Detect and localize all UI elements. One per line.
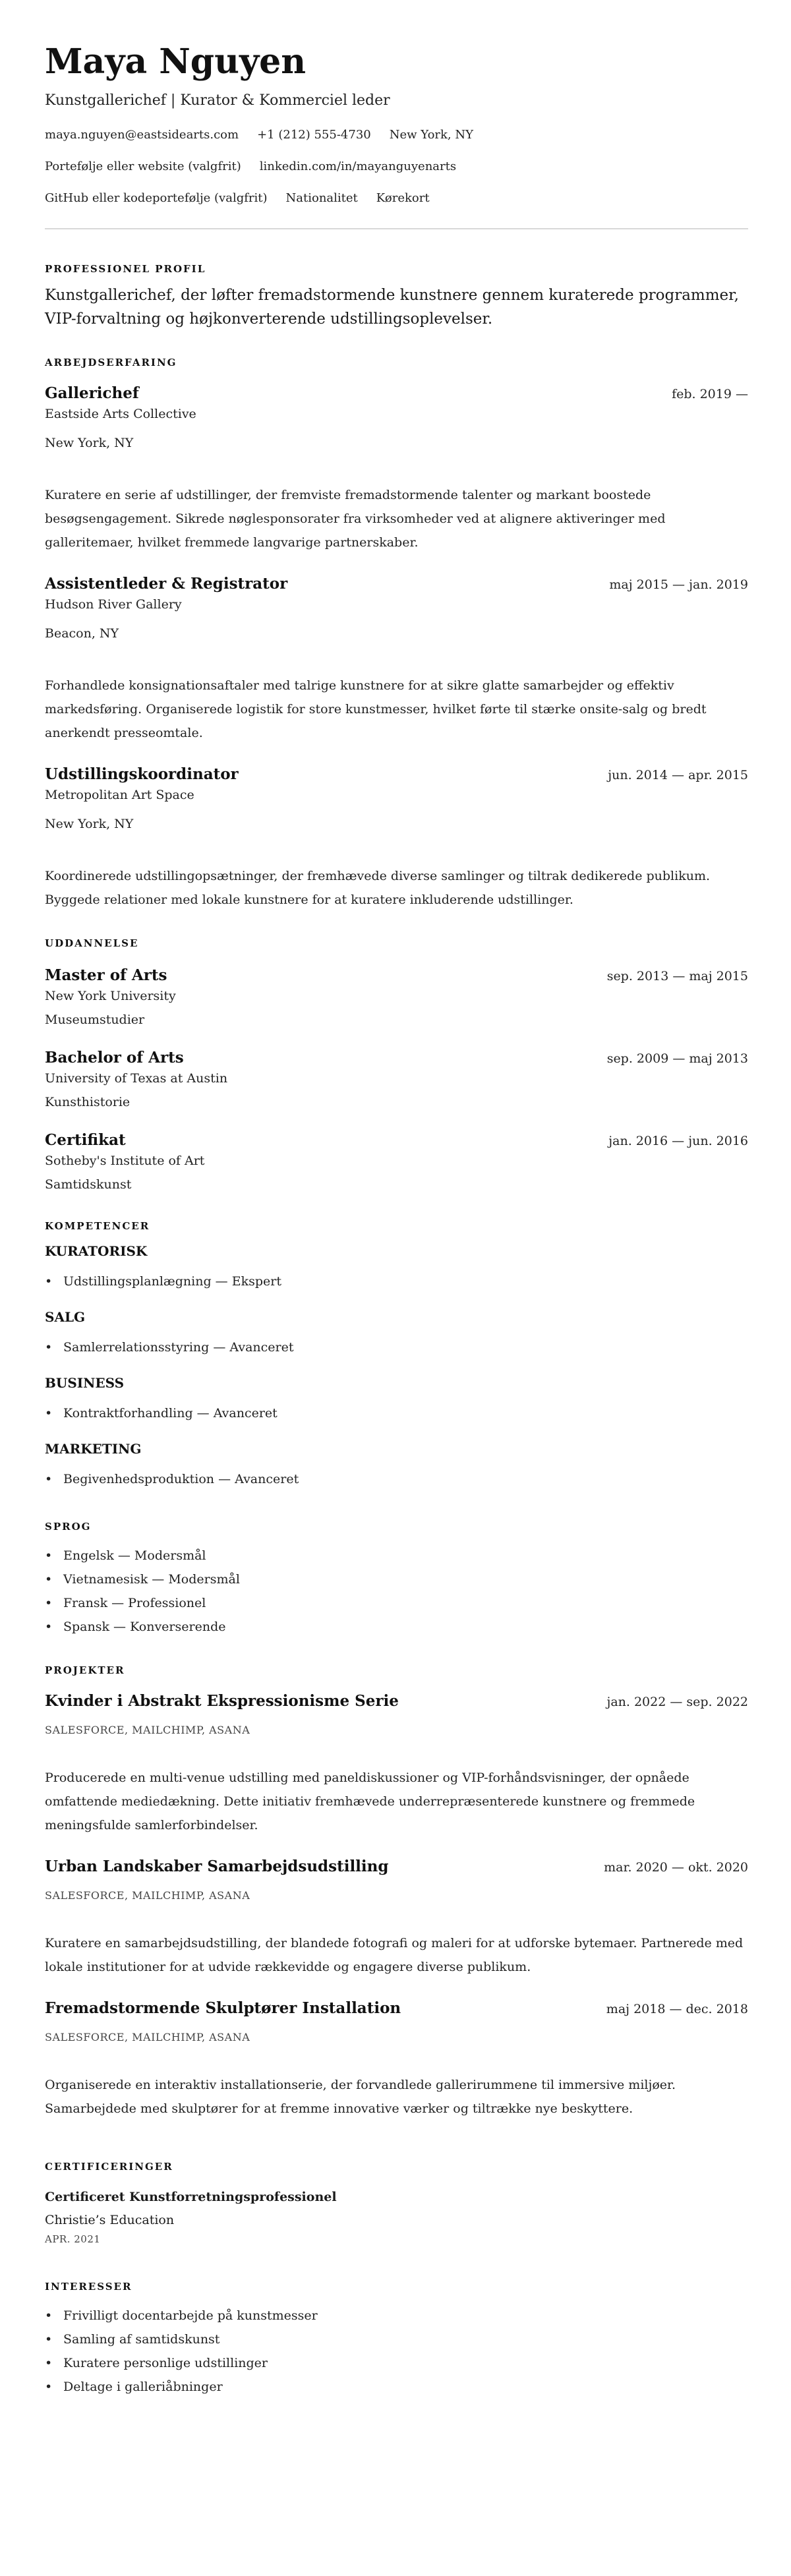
skill-category: KURATORISK — [45, 1243, 148, 1259]
education-header — [45, 1130, 748, 1151]
job-company: Metropolitan Art Space — [45, 788, 194, 802]
contact-email[interactable]: maya.nguyen@eastsidearts.com — [45, 128, 239, 142]
languages-list — [45, 1544, 748, 1639]
interest-item: • Samling af samtidskunst — [45, 2327, 748, 2351]
job-dates: feb. 2019 — — [672, 387, 748, 401]
skill-group — [45, 1308, 748, 1359]
job-description: Kuratere en serie af udstillinger, der fremviste fremadstormende talenter og markant boostede besøgsengagement. Sikrede nøglesponsorater fra virksomheder ved at alignere aktiveringer med galleritemaer, hvilket fremmede langvarige partnerskaber. — [45, 488, 666, 550]
contact-row — [45, 190, 748, 207]
project-header — [45, 1999, 748, 2019]
skill-category: BUSINESS — [45, 1375, 125, 1391]
project-description: Kuratere en samarbejdsudstilling, der blandede fotografi og maleri for at udforske bytemaer. Partnerede med lokale institutioner for at udvide rækkevidde og engagere diverse publikum. — [45, 1936, 744, 1974]
education-dates: sep. 2009 — maj 2013 — [606, 1051, 748, 1066]
skill-list — [45, 1401, 748, 1425]
job-description: Koordinerede udstillingopsætninger, der fremhævede diverse samlinger og tiltrak dedikerede publikum. Byggede relationer med lokale kunstnere for at kuratere inkluderende udstillinger. — [45, 869, 711, 907]
education-entry — [45, 1048, 748, 1112]
project-title: Urban Landskaber Samarbejdsudstilling — [45, 1858, 389, 1875]
job-dates: jun. 2014 — apr. 2015 — [608, 768, 748, 782]
skill-list — [45, 1270, 748, 1293]
education-dates: sep. 2013 — maj 2015 — [606, 969, 748, 983]
school: University of Texas at Austin — [45, 1071, 228, 1086]
job-location: New York, NY — [45, 436, 134, 450]
project-description: Organiserede en interaktiv installationserie, der forvandlede gallerirummene til immersive miljøer. Samarbejdede med skulptører for at fremme innovative værker og tiltrække nye beskyttere. — [45, 2078, 676, 2116]
project-tech: SALESFORCE, MAILCHIMP, ASANA — [45, 1724, 250, 1736]
school: Sotheby's Institute of Art — [45, 1154, 205, 1168]
projects-section — [45, 1664, 748, 2121]
skill-item: • Samlerrelationsstyring — Avanceret — [45, 1335, 748, 1359]
interests-list — [45, 2304, 748, 2399]
contact-portfolio[interactable]: Portefølje eller website (valgfrit) — [45, 160, 241, 173]
certification-entry — [45, 2188, 748, 2247]
education-header — [45, 966, 748, 986]
section-heading: KOMPETENCER — [45, 1220, 150, 1232]
field-of-study: Kunsthistorie — [45, 1095, 131, 1109]
candidate-headline: Kunstgallerichef | Kurator & Kommerciel leder — [45, 92, 390, 109]
project-header — [45, 1857, 748, 1877]
profile-summary: Kunstgallerichef, der løfter fremadstormende kunstnere gennem kuraterede programmer, VIP-forvaltning og højkonverterende udstillingsoplevelser. — [45, 287, 739, 328]
field-of-study: Samtidskunst — [45, 1177, 132, 1192]
project-header — [45, 1691, 748, 1712]
skill-category: MARKETING — [45, 1441, 142, 1457]
contact-row — [45, 158, 748, 175]
project-dates: maj 2018 — dec. 2018 — [606, 2002, 748, 2016]
field-of-study: Museumstudier — [45, 1012, 145, 1027]
skill-item: • Begivenhedsproduktion — Avanceret — [45, 1467, 748, 1491]
job-entry — [45, 384, 748, 554]
skill-item: • Udstillingsplanlægning — Ekspert — [45, 1270, 748, 1293]
skill-group — [45, 1242, 748, 1293]
contact-linkedin[interactable]: linkedin.com/in/mayanguyenarts — [259, 160, 457, 173]
header-divider — [45, 228, 748, 229]
project-description: Producerede en multi-venue udstilling med paneldiskussioner og VIP-forhåndsvisninger, der opnåede omfattende mediedækning. Dette initiativ fremhævede underrepræsenterede kunstnere og fremmede meningsfulde samlerforbindelser. — [45, 1771, 695, 1832]
skill-group — [45, 1440, 748, 1491]
job-title: Gallerichef — [45, 384, 139, 402]
project-title: Kvinder i Abstrakt Ekspressionisme Serie — [45, 1692, 399, 1710]
experience-section — [45, 356, 748, 912]
job-entry — [45, 765, 748, 912]
section-heading: INTERESSER — [45, 2281, 132, 2293]
section-heading: PROFESSIONEL PROFIL — [45, 263, 206, 275]
candidate-name: Maya Nguyen — [45, 42, 307, 82]
certifications-section — [45, 2160, 748, 2247]
degree: Master of Arts — [45, 966, 167, 984]
language-item: • Engelsk — Modersmål — [45, 1544, 748, 1567]
project-entry — [45, 1857, 748, 1979]
language-item: • Spansk — Konverserende — [45, 1615, 748, 1639]
skill-group — [45, 1374, 748, 1425]
education-section — [45, 937, 748, 1194]
job-location: New York, NY — [45, 817, 134, 831]
section-heading: CERTIFICERINGER — [45, 2161, 173, 2173]
project-tech: SALESFORCE, MAILCHIMP, ASANA — [45, 2031, 250, 2043]
job-dates: maj 2015 — jan. 2019 — [609, 577, 748, 592]
contact-phone[interactable]: +1 (212) 555-4730 — [257, 128, 371, 142]
education-entry — [45, 1130, 748, 1194]
contact-github[interactable]: GitHub eller kodeportefølje (valgfrit) — [45, 191, 268, 205]
skill-list — [45, 1335, 748, 1359]
job-location: Beacon, NY — [45, 626, 119, 641]
skill-category: SALG — [45, 1309, 86, 1325]
language-item: • Fransk — Professionel — [45, 1591, 748, 1615]
section-heading: UDDANNELSE — [45, 937, 139, 949]
interest-item: • Deltage i galleriåbninger — [45, 2375, 748, 2399]
job-header — [45, 574, 748, 595]
contact-location: New York, NY — [389, 128, 474, 142]
degree: Certifikat — [45, 1131, 126, 1149]
education-dates: jan. 2016 — jun. 2016 — [608, 1134, 748, 1148]
school: New York University — [45, 989, 176, 1003]
job-company: Eastside Arts Collective — [45, 407, 196, 421]
interest-item: • Frivilligt docentarbejde på kunstmesser — [45, 2304, 748, 2327]
job-header — [45, 384, 748, 404]
section-heading: ARBEJDSERFARING — [45, 357, 177, 368]
project-dates: jan. 2022 — sep. 2022 — [606, 1695, 748, 1709]
certification-title: Certificeret Kunstforretningsprofessionel — [45, 2190, 337, 2204]
job-header — [45, 765, 748, 785]
project-dates: mar. 2020 — okt. 2020 — [604, 1860, 748, 1875]
project-tech: SALESFORCE, MAILCHIMP, ASANA — [45, 1889, 250, 1902]
language-item: • Vietnamesisk — Modersmål — [45, 1567, 748, 1591]
certification-issuer: Christie’s Education — [45, 2213, 175, 2227]
degree: Bachelor of Arts — [45, 1049, 184, 1067]
project-entry — [45, 1691, 748, 1837]
project-title: Fremadstormende Skulptører Installation — [45, 1999, 401, 2017]
job-description: Forhandlede konsignationsaftaler med talrige kunstnere for at sikre glatte samarbejder og effektiv markedsføring. Organiserede logistik for store kunstmesser, hvilket førte til stærke onsite-salg og bredt anerkendt presseomtale. — [45, 678, 707, 740]
job-title: Udstillingskoordinator — [45, 765, 239, 783]
education-entry — [45, 966, 748, 1030]
interest-item: • Kuratere personlige udstillinger — [45, 2351, 748, 2375]
job-title: Assistentleder & Registrator — [45, 575, 288, 593]
project-entry — [45, 1999, 748, 2121]
contact-row — [45, 127, 748, 144]
job-company: Hudson River Gallery — [45, 597, 182, 612]
education-header — [45, 1048, 748, 1068]
contact-nationality: Nationalitet — [285, 191, 358, 205]
contact-drivers-license: Kørekort — [376, 191, 430, 205]
interests-section — [45, 2280, 748, 2399]
skills-section — [45, 1219, 748, 1491]
skill-list — [45, 1467, 748, 1491]
section-heading: SPROG — [45, 1521, 92, 1533]
section-heading: PROJEKTER — [45, 1664, 125, 1676]
resume-header — [45, 38, 748, 207]
skill-item: • Kontraktforhandling — Avanceret — [45, 1401, 748, 1425]
job-entry — [45, 574, 748, 745]
languages-section — [45, 1520, 748, 1639]
profile-section — [45, 262, 748, 331]
certification-date: APR. 2021 — [45, 2233, 101, 2245]
